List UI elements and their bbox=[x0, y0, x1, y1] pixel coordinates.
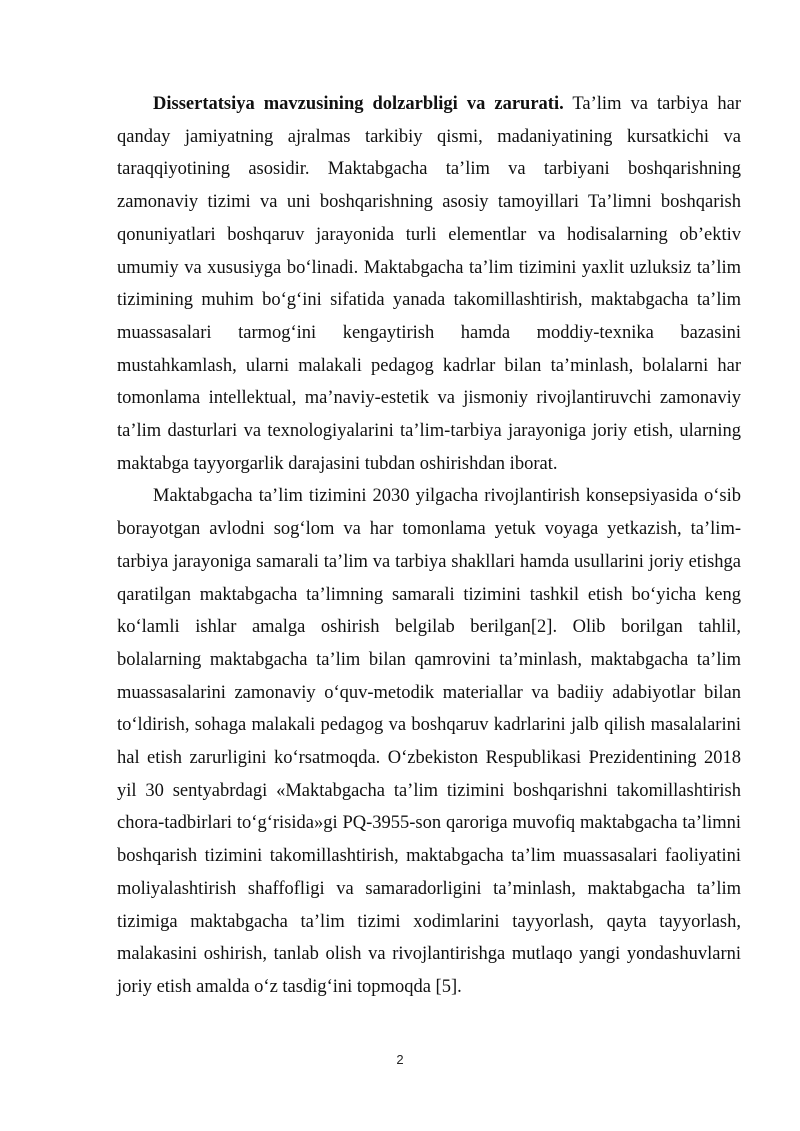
section-lead-heading: Dissertatsiya mavzusining dolzarbligi va zarurati. bbox=[153, 94, 564, 114]
paragraph-text: Ta’lim va tarbiya har qanday jamiyatning ajralmas tarkibiy qismi, madaniyatining kursatkichi va taraqqiyotining asosidir. Maktabgacha ta’lim va tarbiyani boshqarishning zamonaviy tizimi va uni boshqarishning asosiy tamoyillari Ta’limni boshqarish qonuniyatlari boshqaruv jarayonida turli elementlar va hodisalarning ob’ektiv umumiy va xususiyga bo‘linadi. Maktabgacha ta’lim tizimini yaxlit uzluksiz ta’lim tizimining muhim bo‘g‘ini sifatida yanada takomillashtirish, maktabgacha ta’lim muassasalari tarmog‘ini kengaytirish hamda moddiy-texnika bazasini mustahkamlash, ularni malakali pedagog kadrlar bilan ta’minlash, bolalarni har tomonlama intellektual, ma’naviy-estetik va jismoniy rivojlantiruvchi zamonaviy ta’lim dasturlari va texnologiyalarini ta’lim-tarbiya jarayoniga joriy etish, ularning maktabga tayyorgarlik darajasini tubdan oshirishdan iborat. bbox=[117, 94, 741, 474]
paragraph-text: Maktabgacha ta’lim tizimini 2030 yilgacha rivojlantirish konsepsiyasida o‘sib borayotgan avlodni sog‘lom va har tomonlama yetuk voyaga yetkazish, ta’lim-tarbiya jarayoniga samarali ta’lim va tarbiya shakllari hamda usullarini joriy etishga qaratilgan maktabgacha ta’limning samarali tizimini tashkil etish bo‘yicha keng ko‘lamli ishlar amalga oshirish belgilab berilgan[2]. Olib borilgan tahlil, bolalarning maktabgacha ta’lim bilan qamrovini ta’minlash, maktabgacha ta’lim muassasalarini zamonaviy o‘quv-metodik materiallar va badiiy adabiyotlar bilan to‘ldirish, sohaga malakali pedagog va boshqaruv kadrlarini jalb qilish masalalarini hal etish zarurligini ko‘rsatmoqda. O‘zbekiston Respublikasi Prezidentining 2018 yil 30 sentyabrdagi «Maktabgacha ta’lim tizimini boshqarishni takomillashtirish chora-tadbirlari to‘g‘risida»gi PQ-3955-son qaroriga muvofiq maktabgacha ta’limni boshqarish tizimini takomillashtirish, maktabgacha ta’lim muassasalari faoliyatini moliyalashtirish shaffofligi va samaradorligini ta’minlash, maktabgacha ta’lim tizimiga maktabgacha ta’lim tizimi xodimlarini tayyorlash, qayta tayyorlash, malakasini oshirish, tanlab olish va rivojlantirishga mutlaqo yangi yondashuvlarni joriy etish amalda o‘z tasdig‘ini topmoqda [5]. bbox=[117, 486, 741, 997]
paragraph-relevance bbox=[117, 88, 741, 480]
page-number: 2 bbox=[396, 1052, 404, 1067]
document-body bbox=[117, 88, 741, 1004]
paragraph-concept bbox=[117, 480, 741, 1003]
